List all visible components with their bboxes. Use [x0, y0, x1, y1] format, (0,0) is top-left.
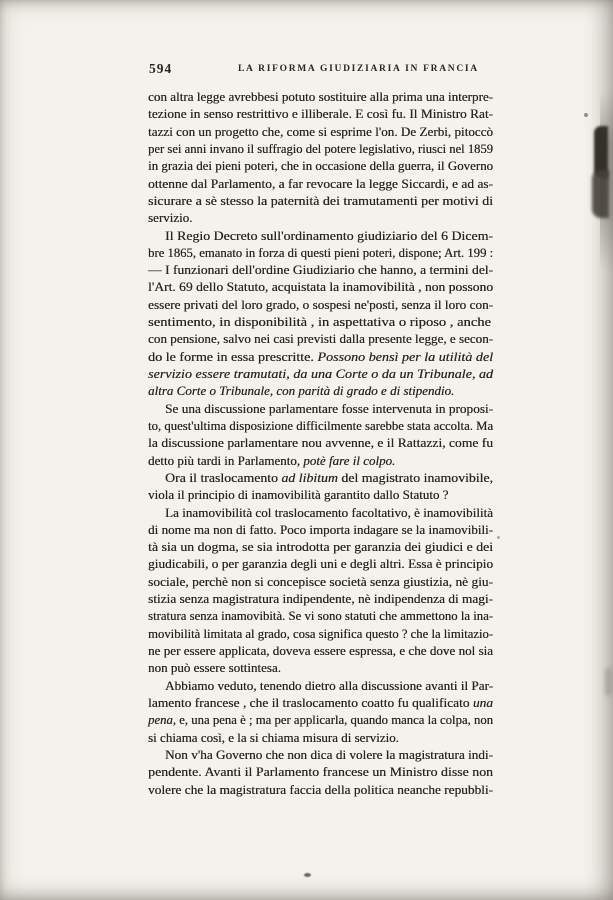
paper-speck: [584, 113, 588, 117]
text-line: essere privati del loro grado, o sospesi ne'posti, senza il loro con-: [148, 296, 493, 312]
text-line: Ora il traslocamento ad libitum del magistrato inamovibile,: [165, 469, 493, 485]
text-line: ottenne dal Parlamento, a far revocare la legge Siccardi, e ad as-: [148, 175, 494, 191]
text-line: do le forme in essa prescritte. Possono bensì per la utilità del: [148, 348, 493, 364]
text-line: l'Art. 69 dello Statuto, acquistata la inamovibilità , non possono: [148, 279, 493, 295]
text-line: di nome ma non di fatto. Poco importa indagare se la inamovibili-: [148, 521, 494, 537]
text-line: con altra legge avrebbesi potuto sostituire alla prima una interpre-: [148, 89, 493, 104]
ink-smudge: [594, 126, 608, 178]
text-line: con pensione, salvo nei casi previsti dalla presente legge, e secon-: [148, 331, 493, 347]
text-line: Il Regio Decreto sull'ordinamento giudiziario del 6 Dicem-: [165, 227, 493, 243]
text-line: la discussione parlamentare nou avvenne, e il Rattazzi, come fu: [148, 435, 493, 451]
text-line: sicurare a sè stesso la paternità dei tramutamenti per motivi di: [148, 192, 493, 208]
text-line: altra Corte o Tribunale, con parità di grado e di stipendio.: [148, 383, 455, 399]
text-line: lamento francese , che il traslocamento coatto fu qualificato una: [148, 694, 493, 710]
text-line: si chiama così, e la si chiama misura di servizio.: [148, 729, 399, 745]
text-line: Non v'ha Governo che non dica di volere la magistratura indi-: [165, 746, 493, 762]
text-line: Abbiamo veduto, tenendo dietro alla discussione avanti il Par-: [165, 677, 493, 693]
text-line: — I funzionari dell'ordine Giudiziario che hanno, a termini del-: [148, 262, 493, 278]
text-line: non può essere sottintesa.: [148, 660, 281, 676]
paper-speck: [605, 668, 612, 696]
text-line: per sei anni invano il suffragio del potere legislativo, riusci nel 1859: [148, 140, 493, 156]
ink-smudge-band: [600, 92, 613, 272]
text-line: La inamovibilità col traslocamento facoltativo, è inamovibilità: [165, 504, 494, 520]
text-line: viola il principio di inamovibilità garantito dallo Statuto ?: [148, 487, 449, 503]
running-header: LA RIFORMA GIUDIZIARIA IN FRANCIA: [238, 64, 479, 74]
paper-speck: [497, 536, 500, 539]
text-line: sociale, perchè non si concepisce società senza giustizia, nè giu-: [148, 573, 493, 589]
text-line: pendente. Avanti il Parlamento francese un Ministro disse non: [148, 764, 493, 780]
ink-smudge: [592, 170, 609, 218]
text-line: detto più tardi in Parlamento, potè fare il colpo.: [148, 452, 396, 468]
text-line: volere che la magistratura faccia della politica neanche repubbli-: [148, 781, 493, 797]
text-line: tazzi con un progetto che, come si esprime l'on. De Zerbi, pitoccò: [148, 123, 493, 139]
text-line: servizio essere tramutati, da una Corte o da un Tribunale, ad: [148, 366, 493, 381]
page-number: 594: [149, 61, 173, 76]
text-line: sentimento, in disponibilità , in aspettativa o riposo , anche: [148, 314, 491, 330]
text-line: tà sia un dogma, se sia introdotta per garanzia dei giudici e dei: [148, 539, 493, 555]
text-line: pena, e, una pena è ; ma per applicarla, quando manca la colpa, non: [148, 712, 493, 728]
paper-speck: [304, 873, 311, 877]
text-line: servizio.: [148, 210, 193, 226]
text-line: giudicabili, o per garanzia degli uni e degli altri. Essa è principio: [148, 556, 493, 572]
text-line: movibilità limitata al grado, cosa significa questo ? che la limitazio-: [148, 625, 493, 641]
text-line: bre 1865, emanato in forza di questi pieni poteri, dispone; Art. 199 :: [148, 244, 493, 260]
text-line: stizia senza magistratura indipendente, nè indipendenza di magi-: [148, 591, 493, 607]
text-line: in grazia dei pieni poteri, che in occasione della guerra, il Governo: [148, 158, 493, 174]
text-line: Se una discussione parlamentare fosse intervenuta in proposi-: [165, 400, 493, 416]
text-line: tezione in senso restrittivo e illiberale. E così fu. Il Ministro Rat-: [148, 106, 493, 122]
text-line: ne per essere applicata, doveva essere espressa, e che dove nol sia: [148, 643, 493, 658]
body-text: [148, 88, 493, 798]
text-line: stratura senza inamovibità. Se vi sono statuti che ammettono la ina-: [148, 608, 493, 624]
text-line: to, quest'ultima disposizione difficilmente sarebbe stata accolta. Ma: [148, 417, 493, 433]
